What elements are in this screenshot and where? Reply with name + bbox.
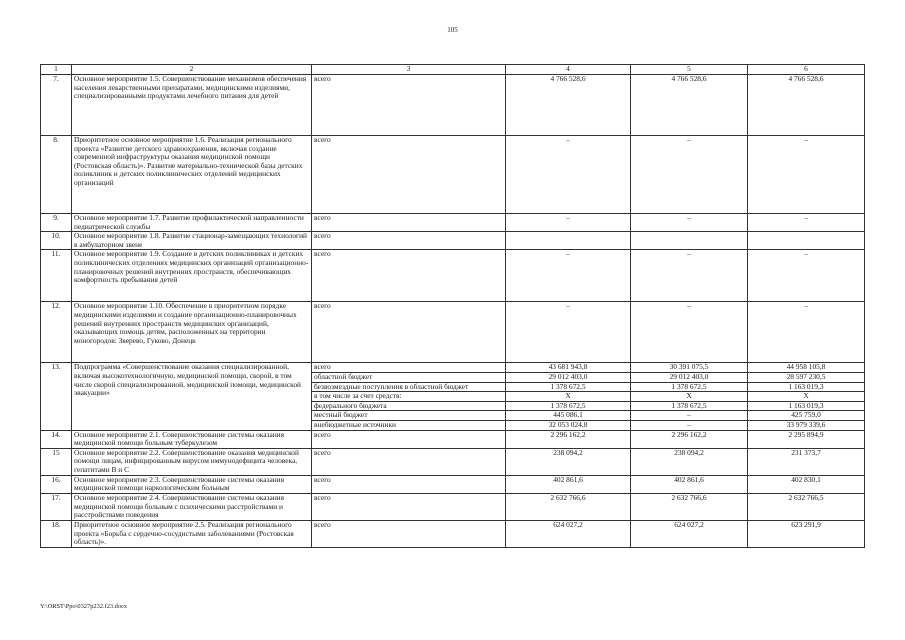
funding-source: всего bbox=[312, 448, 506, 475]
row-number: 11. bbox=[41, 250, 72, 302]
table-row bbox=[41, 430, 865, 448]
value-cell-4: 1 378 672,5 bbox=[506, 382, 631, 392]
activity-name: Основное мероприятие 1.5. Совершенствование механизмов обеспечения населения лекарственными препаратами, медицинскими изделиями, специализированными продуктами лечебного питания для детей bbox=[72, 75, 312, 136]
value-cell-5: 1 378 672,5 bbox=[631, 382, 748, 392]
value-cell-4: – bbox=[506, 302, 631, 363]
value-cell-5: X bbox=[631, 392, 748, 402]
column-header: 4 bbox=[506, 65, 631, 75]
value-cell-5: 29 012 403,0 bbox=[631, 372, 748, 382]
value-cell-4: 238 094,2 bbox=[506, 448, 631, 475]
table-row bbox=[41, 232, 865, 250]
value-cell-4: 624 027,2 bbox=[506, 520, 631, 547]
funding-source: всего bbox=[312, 214, 506, 232]
value-cell-4: – bbox=[506, 136, 631, 214]
funding-source: областной бюджет bbox=[312, 372, 506, 382]
value-cell-4: 4 766 528,6 bbox=[506, 75, 631, 136]
value-cell-6: 33 979 339,6 bbox=[748, 420, 865, 430]
table-row bbox=[41, 214, 865, 232]
row-number: 16. bbox=[41, 475, 72, 493]
funding-source: безвозмездные поступления в областной бюджет bbox=[312, 382, 506, 392]
row-number: 12. bbox=[41, 302, 72, 363]
value-cell-4: 2 632 766,6 bbox=[506, 493, 631, 520]
value-cell-5: – bbox=[631, 250, 748, 302]
funding-source: всего bbox=[312, 363, 506, 373]
value-cell-5: 238 094,2 bbox=[631, 448, 748, 475]
value-cell-6: 1 163 019,3 bbox=[748, 401, 865, 411]
value-cell-6: – bbox=[748, 250, 865, 302]
page-number: 105 bbox=[447, 26, 458, 34]
value-cell-4: X bbox=[506, 392, 631, 402]
row-number: 14. bbox=[41, 430, 72, 448]
activity-name: Приоритетное основное мероприятие 2.5. Реализация регионального проекта «Борьба с сердечно-сосудистыми заболеваниями (Ростовская область)». bbox=[72, 520, 312, 547]
activity-name: Основное мероприятие 1.9. Создание в детских поликлиниках и детских поликлинических отделениях медицинских организаций организационно-планировочных решений внутренних пространств, обеспечивающих комфортность пребывания детей bbox=[72, 250, 312, 302]
table-row bbox=[41, 475, 865, 493]
value-cell-4: – bbox=[506, 250, 631, 302]
funding-source: всего bbox=[312, 302, 506, 363]
value-cell-5: – bbox=[631, 420, 748, 430]
value-cell-6: 623 291,9 bbox=[748, 520, 865, 547]
row-number: 17. bbox=[41, 493, 72, 520]
funding-source: всего bbox=[312, 475, 506, 493]
value-cell-4: 43 681 943,8 bbox=[506, 363, 631, 373]
activity-name: Приоритетное основное мероприятие 1.6. Реализация регионального проекта «Развитие детского здравоохранения, включая создание современной инфраструктуры оказания медицинской помощи (Ростовская область)». Развитие материально-технической базы детских поликлиник и детских поликлинических отделений медицинских организаций bbox=[72, 136, 312, 214]
funding-source: внебюджетные источники bbox=[312, 420, 506, 430]
column-header: 6 bbox=[748, 65, 865, 75]
activity-name: Основное мероприятие 2.4. Совершенствование системы оказания медицинской помощи больным с психическими расстройствами и расстройствами поведения bbox=[72, 493, 312, 520]
row-number: 15 bbox=[41, 448, 72, 475]
value-cell-5: – bbox=[631, 411, 748, 421]
value-cell-4: 2 296 162,2 bbox=[506, 430, 631, 448]
value-cell-4: 445 086,1 bbox=[506, 411, 631, 421]
column-header: 5 bbox=[631, 65, 748, 75]
value-cell-6: – bbox=[748, 214, 865, 232]
value-cell-4: 402 861,6 bbox=[506, 475, 631, 493]
activity-name: Подпрограмма «Совершенствование оказания специализированной, включая высокотехнологичную, медицинской помощи, скорой, в том числе скорой специализированной, медицинской помощи, медицинской эвакуации» bbox=[72, 363, 312, 430]
value-cell-6: – bbox=[748, 136, 865, 214]
value-cell-6: 1 163 019,3 bbox=[748, 382, 865, 392]
funding-source: местный бюджет bbox=[312, 411, 506, 421]
funding-source: всего bbox=[312, 232, 506, 250]
row-number: 7. bbox=[41, 75, 72, 136]
value-cell-5 bbox=[631, 232, 748, 250]
value-cell-6: X bbox=[748, 392, 865, 402]
value-cell-6: 2 632 766,5 bbox=[748, 493, 865, 520]
funding-source: в том числе за счет средств: bbox=[312, 392, 506, 402]
value-cell-5: – bbox=[631, 136, 748, 214]
activity-name: Основное мероприятие 2.2. Совершенствование оказания медицинской помощи лицам, инфицированным вирусом иммунодефицита человека, гепатитами В и С bbox=[72, 448, 312, 475]
value-cell-4: – bbox=[506, 214, 631, 232]
table-row bbox=[41, 75, 865, 136]
column-header: 2 bbox=[72, 65, 312, 75]
value-cell-6: 231 373,7 bbox=[748, 448, 865, 475]
table-row bbox=[41, 250, 865, 302]
value-cell-5: 402 861,6 bbox=[631, 475, 748, 493]
value-cell-6: 44 958 105,8 bbox=[748, 363, 865, 373]
budget-table bbox=[40, 64, 865, 548]
activity-name: Основное мероприятие 1.7. Развитие профилактической направленности педиатрической службы bbox=[72, 214, 312, 232]
column-header: 3 bbox=[312, 65, 506, 75]
value-cell-6: 402 830,1 bbox=[748, 475, 865, 493]
value-cell-6 bbox=[748, 232, 865, 250]
value-cell-5: 2 632 766,6 bbox=[631, 493, 748, 520]
value-cell-5: 624 027,2 bbox=[631, 520, 748, 547]
value-cell-5: 2 296 162,2 bbox=[631, 430, 748, 448]
activity-name: Основное мероприятие 2.1. Совершенствование системы оказания медицинской помощи больным туберкулезом bbox=[72, 430, 312, 448]
value-cell-4: 32 053 024,8 bbox=[506, 420, 631, 430]
table-row bbox=[41, 302, 865, 363]
value-cell-5: – bbox=[631, 214, 748, 232]
column-header-row bbox=[41, 65, 865, 75]
value-cell-4: 1 378 672,5 bbox=[506, 401, 631, 411]
funding-source: всего bbox=[312, 493, 506, 520]
table-row bbox=[41, 363, 865, 373]
row-number: 10. bbox=[41, 232, 72, 250]
value-cell-5: 1 378 672,5 bbox=[631, 401, 748, 411]
funding-source: всего bbox=[312, 430, 506, 448]
value-cell-4: 29 012 403,0 bbox=[506, 372, 631, 382]
value-cell-6: 425 759,0 bbox=[748, 411, 865, 421]
value-cell-4 bbox=[506, 232, 631, 250]
row-number: 18. bbox=[41, 520, 72, 547]
funding-source: всего bbox=[312, 520, 506, 547]
funding-source: всего bbox=[312, 136, 506, 214]
value-cell-6: 28 597 230,5 bbox=[748, 372, 865, 382]
column-header: 1 bbox=[41, 65, 72, 75]
value-cell-5: 30 391 075,5 bbox=[631, 363, 748, 373]
activity-name: Основное мероприятие 2.3. Совершенствование системы оказания медицинской помощи наркологическим больным bbox=[72, 475, 312, 493]
file-path-footer: Y:\ORST\Ppo\0327p232.f23.docx bbox=[40, 603, 128, 610]
value-cell-5: – bbox=[631, 302, 748, 363]
funding-source: всего bbox=[312, 75, 506, 136]
table-row bbox=[41, 520, 865, 547]
activity-name: Основное мероприятие 1.8. Развитие стационар-замещающих технологий в амбулаторном звене bbox=[72, 232, 312, 250]
row-number: 8. bbox=[41, 136, 72, 214]
activity-name: Основное мероприятие 1.10. Обеспечение в приоритетном порядке медицинскими изделиями и создание организационно-планировочных решений внутренних пространств медицинских организаций, оказывающих помощь детям, расположенных на территории моногородов: Зверево, Гуково, Донецк bbox=[72, 302, 312, 363]
row-number: 13. bbox=[41, 363, 72, 430]
value-cell-6: – bbox=[748, 302, 865, 363]
table-row bbox=[41, 448, 865, 475]
funding-source: всего bbox=[312, 250, 506, 302]
funding-source: федерального бюджета bbox=[312, 401, 506, 411]
table-row bbox=[41, 493, 865, 520]
value-cell-5: 4 766 528,6 bbox=[631, 75, 748, 136]
table-row bbox=[41, 136, 865, 214]
value-cell-6: 2 295 894,9 bbox=[748, 430, 865, 448]
row-number: 9. bbox=[41, 214, 72, 232]
value-cell-6: 4 766 528,6 bbox=[748, 75, 865, 136]
